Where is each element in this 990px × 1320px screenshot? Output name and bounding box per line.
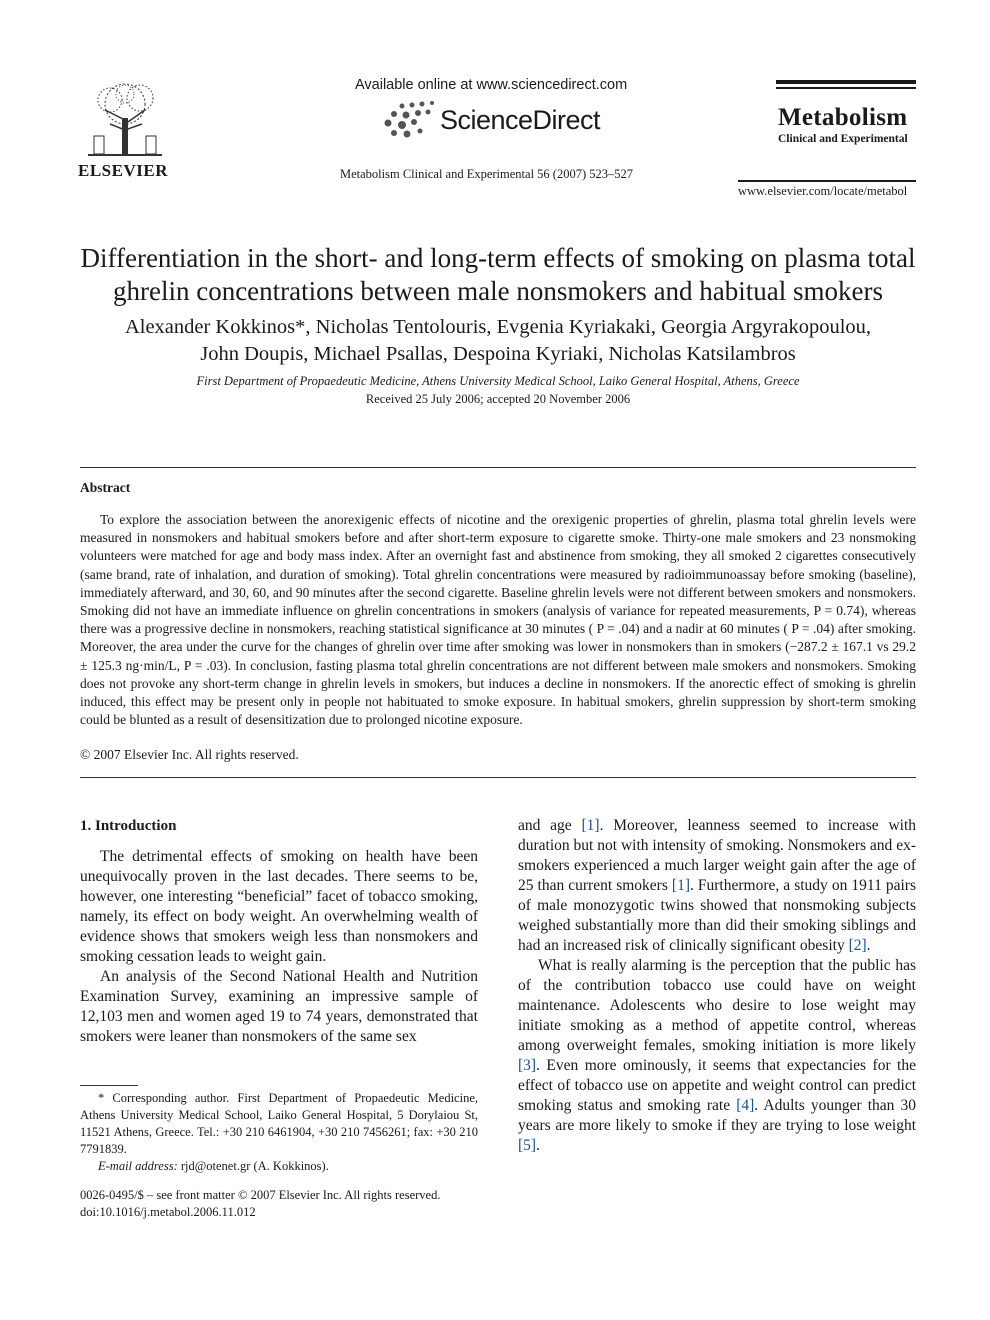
footnote xyxy=(80,1090,478,1175)
text-run: . Furthermore, a study on 1911 pairs of male monozygotic twins showed that nonsmoking subjects weighed substantially more than did their smoking siblings and had an increased risk of clinically significant obesity xyxy=(518,877,916,954)
intro-paragraph-4 xyxy=(518,956,916,1156)
elsevier-wordmark: ELSEVIER xyxy=(78,161,168,180)
copyright-notice: © 2007 Elsevier Inc. All rights reserved. xyxy=(80,747,299,762)
email-label: E-mail address: xyxy=(98,1159,178,1173)
text-run: . Moreover, leanness seemed to increase with duration but not with intensity of smoking. Nonsmokers and ex-smokers experienced a much larger weight gain after the age of 25 than current smokers xyxy=(518,817,916,894)
journal-subtitle: Clinical and Experimental xyxy=(778,133,908,145)
journal-citation: Metabolism Clinical and Experimental 56 (2007) 523–527 xyxy=(340,167,633,181)
text-run: . Even more ominously, it seems that expectancies for the effect of tobacco use on appetite and weight control can predict smoking status and smoking rate xyxy=(518,1057,916,1114)
text-run: . Adults younger than 30 years are more likely to smoke if they are trying to lose weight xyxy=(518,1097,917,1134)
footnote-rule xyxy=(80,1085,138,1086)
citation-link-3[interactable]: [3] xyxy=(518,1057,537,1074)
abstract-paragraph: To explore the association between the anorexigenic effects of nicotine and the orexigenic properties of ghrelin, plasma total ghrelin levels were measured in nonsmokers and habitual smokers before and after short-term exposure to cigarette smoke. Thirty-one male smokers and 23 nonsmoking volunteers were matched for age and body mass index. After an overnight fast and abstinence from smoking, they all smoked 2 cigarettes consecutively (same brand, rate of inhalation, and duration of smoking). Total ghrelin concentrations were measured by radioimmunoassay before smoking (baseline), immediately afterward, and 30, 60, and 90 minutes after the second cigarette. Baseline ghrelin levels were not different between smokers and nonsmokers. Smoking did not have an immediate influence on ghrelin concentrations in smokers (analysis of variance for repeated measurements, P = 0.74), whereas there was a progressive decline in nonsmokers, reaching statistical significance at 30 minutes ( P = .04) and a nadir at 60 minutes ( P = .04) after smoking. Moreover, the area under the curve for the changes of ghrelin over time after smoking was lower in nonsmokers than in smokers (−287.2 ± 167.1 vs 29.2 ± 125.3 ng·min/L, P = .03). In conclusion, fasting plasma total ghrelin concentrations are not different between male smokers and nonsmokers. Smoking does not provoke any short-term change in ghrelin levels in smokers, but induces a decline in nonsmokers. If the anorectic effect of smoking is ghrelin induced, this effect may be present only in people not habituated to smoke exposure. In habitual smokers, ghrelin suppression by short-term smoking could be blunted as a result of desensitization due to prolonged nicotine exposure. xyxy=(80,512,916,728)
journal-rule-thin xyxy=(776,87,916,89)
doi-line[interactable]: doi:10.1016/j.metabol.2006.11.012 xyxy=(80,1205,256,1219)
text-run: What is really alarming is the perception that the public has of the contribution tobacco use could have on weight maintenance. Adolescents who desire to lose weight may initiate smoking as a method of appetite control, whereas among overweight females, smoking initiation is more likely xyxy=(518,957,916,1054)
abstract-body xyxy=(80,511,916,729)
sciencedirect-logo[interactable] xyxy=(380,100,600,140)
citation-link-1b[interactable]: [1] xyxy=(671,877,690,894)
issn-line: 0026-0495/$ – see front matter © 2007 Elsevier Inc. All rights reserved. xyxy=(80,1188,441,1202)
text-run: . xyxy=(866,937,871,954)
citation-link-1[interactable]: [1] xyxy=(581,817,600,834)
citation-link-2[interactable]: [2] xyxy=(848,937,867,954)
email-address[interactable]: rjd@otenet.gr (A. Kokkinos). xyxy=(177,1159,329,1173)
journal-rule-thick xyxy=(776,80,916,84)
section-heading-introduction: 1. Introduction xyxy=(80,818,177,834)
affiliation: First Department of Propaedeutic Medicine, Athens University Medical School, Laiko General Hospital, Athens, Greece xyxy=(196,374,800,388)
intro-paragraph-1: The detrimental effects of smoking on health have been unequivocally proven in the last decades. There seems to be, however, one interesting “beneficial” facet of tobacco smoking, namely, its effect on body weight. An overwhelming wealth of evidence shows that smokers weigh less than nonsmokers and smoking cessation leads to weight gain. xyxy=(80,848,478,965)
citation-link-4[interactable]: [4] xyxy=(736,1097,755,1114)
available-online-text: Available online at www.sciencedirect.com xyxy=(355,77,628,93)
sciencedirect-dots-icon xyxy=(380,100,440,140)
received-dates: Received 25 July 2006; accepted 20 November 2006 xyxy=(365,392,631,406)
corresponding-author-note: * Corresponding author. First Department of Propaedeutic Medicine, Athens University Medical School, Laiko General Hospital, 5 Dorylaiou St, 11521 Athens, Greece. Tel.: +30 210 6461904, +30 210 7456261; fax: +30 210 7791839. xyxy=(80,1091,478,1156)
journal-url-rule xyxy=(738,180,916,182)
journal-name: Metabolism xyxy=(778,104,908,131)
author-line-2: John Doupis, Michael Psallas, Despoina Kyriaki, Nicholas Katsilambros xyxy=(200,343,796,365)
email-line xyxy=(80,1158,478,1175)
intro-paragraph-2: An analysis of the Second National Health and Nutrition Examination Survey, examining an impressive sample of 12,103 men and women aged 19 to 74 years, demonstrated that smokers were leaner than nonsmokers of the same sex xyxy=(80,968,478,1045)
journal-url-link[interactable]: www.elsevier.com/locate/metabol xyxy=(738,184,908,198)
left-column xyxy=(80,847,478,1047)
text-run: . xyxy=(536,1137,540,1154)
right-column xyxy=(518,816,916,1156)
abstract-top-rule xyxy=(80,467,916,468)
front-matter xyxy=(80,1187,500,1221)
article-title: Differentiation in the short- and long-term effects of smoking on plasma total ghrelin concentrations between male nonsmokers and habitual smokers xyxy=(80,243,916,306)
sciencedirect-wordmark: ScienceDirect xyxy=(440,104,601,135)
abstract-heading: Abstract xyxy=(80,480,131,495)
author-list xyxy=(80,314,916,368)
title-block xyxy=(80,242,916,407)
abstract-bottom-rule xyxy=(80,777,916,778)
text-run: and age xyxy=(518,817,582,834)
author-line-1: Alexander Kokkinos*, Nicholas Tentolouris, Evgenia Kyriakaki, Georgia Argyrakopoulou, xyxy=(124,316,872,338)
intro-paragraph-3 xyxy=(518,816,916,956)
citation-link-5[interactable]: [5] xyxy=(518,1137,537,1154)
